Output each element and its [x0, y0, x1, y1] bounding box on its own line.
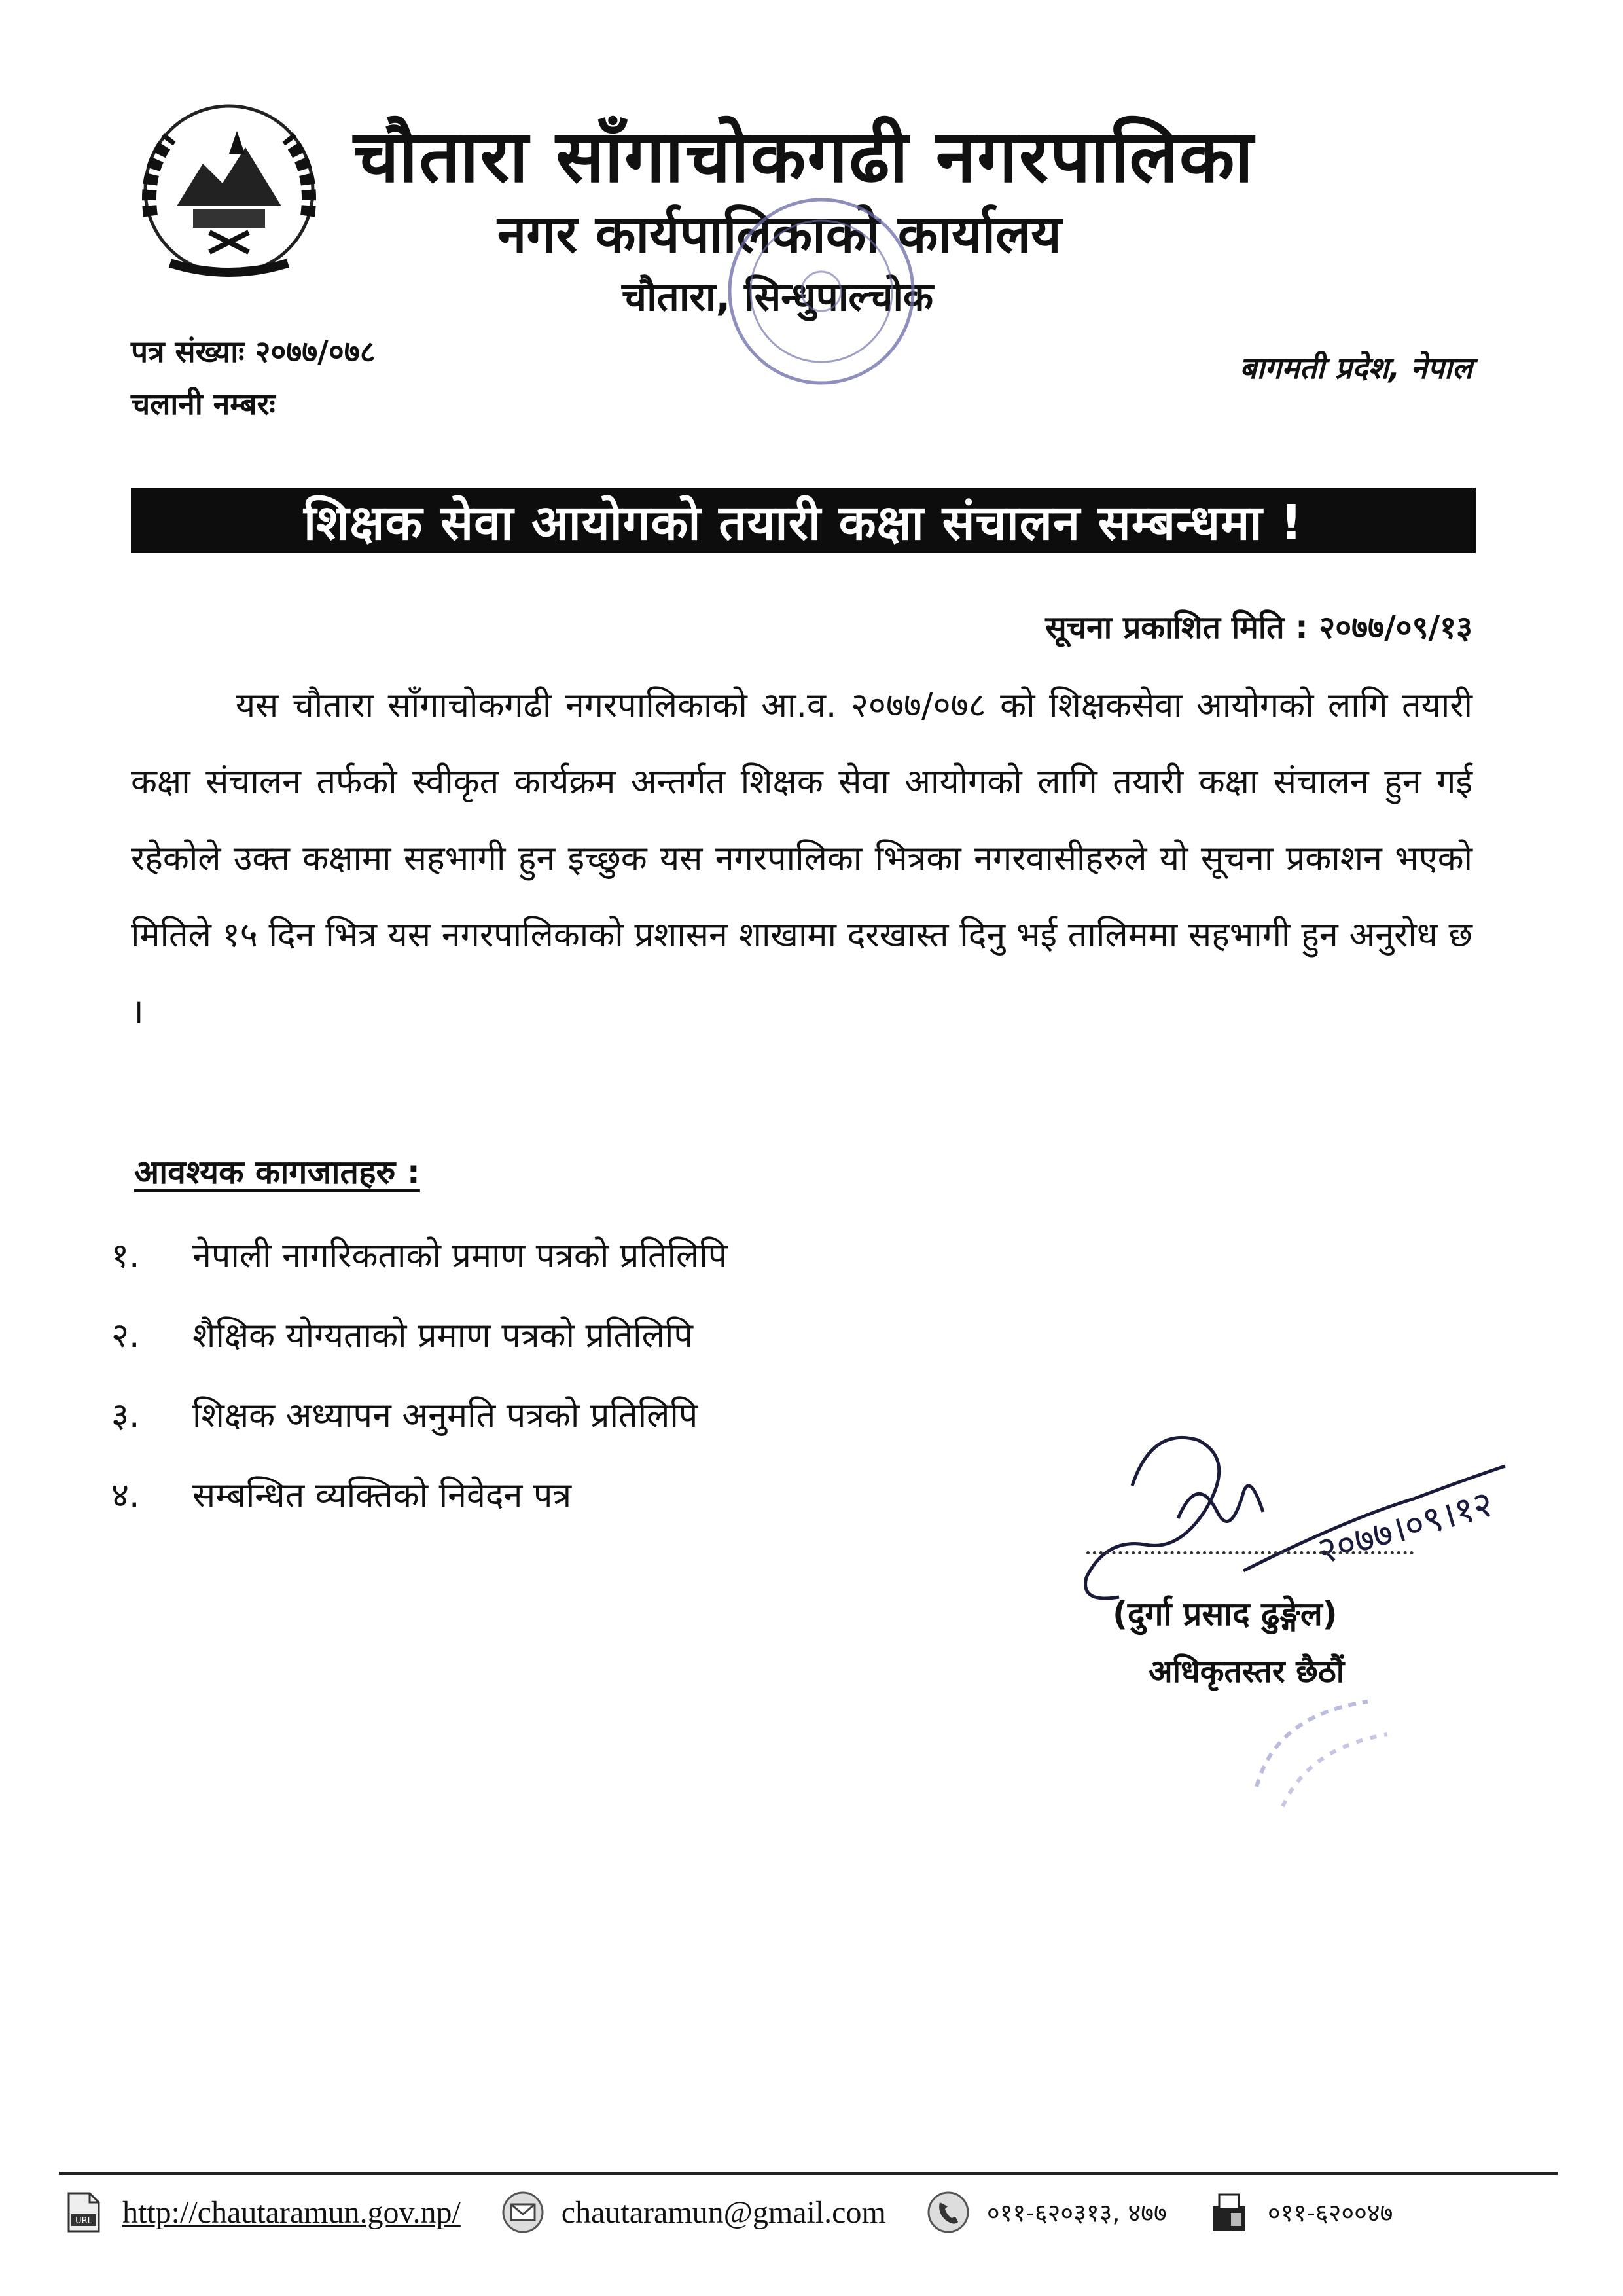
signatory-name: (दुर्गा प्रसाद ढुङ्गेल) — [1113, 1595, 1338, 1633]
nepal-emblem-icon — [131, 92, 327, 288]
list-item-number: ४. — [111, 1475, 140, 1515]
list-item — [111, 1294, 1158, 1374]
list-item-number: १. — [111, 1236, 140, 1276]
published-date: सूचना प्रकाशित मिति : २०७७/०९/१३ — [1045, 609, 1472, 646]
footer-email — [501, 2191, 886, 2234]
list-item-text: शैक्षिक योग्यताको प्रमाण पत्रको प्रतिलिपि — [192, 1316, 693, 1355]
office-location: चौतारा, सिन्धुपाल्चोक — [622, 274, 934, 320]
url-icon — [62, 2191, 105, 2234]
official-stamp — [1237, 1676, 1400, 1820]
list-item-number: २. — [111, 1316, 140, 1355]
list-item — [111, 1454, 1158, 1534]
footer-fax — [1207, 2191, 1393, 2234]
list-item — [111, 1374, 1158, 1454]
footer-phone — [927, 2191, 1167, 2234]
handwritten-date: २०७७।०९।१२ — [1312, 1482, 1498, 1573]
list-item-text: शिक्षक अध्यापन अनुमति पत्रको प्रतिलिपि — [192, 1395, 698, 1435]
letter-number: पत्र संख्याः २०७७/०७८ — [131, 334, 376, 369]
notice-subject: शिक्षक सेवा आयोगको तयारी कक्षा संचालन सम्बन्धमा ! — [303, 494, 1304, 551]
email-icon — [501, 2191, 544, 2234]
requirements-heading: आवश्यक कागजातहरु : — [134, 1153, 420, 1191]
footer-website — [62, 2191, 461, 2234]
office-name: नगर कार्यपालिकाको कार्यालय — [497, 204, 1061, 264]
office-seal-stamp — [720, 190, 923, 393]
list-item-text: सम्बन्धित व्यक्तिको निवेदन पत्र — [192, 1475, 572, 1515]
footer-divider — [59, 2172, 1558, 2175]
list-item-number: ३. — [111, 1395, 140, 1435]
list-item — [111, 1214, 1158, 1294]
dispatch-number: चलानी नम्बरः — [131, 386, 276, 422]
signature-line — [1086, 1551, 1414, 1554]
fax-icon — [1207, 2191, 1251, 2234]
fax-number: ०११-६२००४७ — [1267, 2198, 1393, 2227]
email-address[interactable]: chautaramun@gmail.com — [561, 2195, 886, 2230]
notice-subject-banner — [131, 488, 1476, 553]
requirements-list — [111, 1214, 1158, 1534]
footer — [62, 2183, 1567, 2242]
notice-body: यस चौतारा साँगाचोकगढी नगरपालिकाको आ.व. २०७७/०७८ को शिक्षकसेवा आयोगको लागि तयारी कक्षा संचालन तर्फको स्वीकृत कार्यक्रम अन्तर्गत शिक्षक सेवा आयोगको लागि तयारी कक्षा संचालन हुन गई रहेकोले उक्त कक्षामा सहभागी हुन इच्छुक यस नगरपालिका भित्रका नगरवासीहरुले यो सूचना प्रकाशन भएको मितिले १५ दिन भित्र यस नगरपालिकाको प्रशासन शाखामा दरखास्त दिनु भई तालिममा सहभागी हुन अनुरोध छ । — [131, 686, 1472, 1031]
list-item-text: नेपाली नागरिकताको प्रमाण पत्रको प्रतिलिपि — [192, 1236, 728, 1276]
svg-text:URL: URL — [75, 2216, 92, 2226]
municipality-name: चौतारा साँगाचोकगढी नगरपालिका — [353, 115, 1255, 198]
website-link[interactable]: http://chautaramun.gov.np/ — [122, 2195, 461, 2230]
signatory-designation: अधिकृतस्तर छैठौं — [1149, 1653, 1345, 1690]
province-name: बागमती प्रदेश, नेपाल — [1240, 350, 1472, 386]
phone-number: ०११-६२०३१३, ४७७ — [986, 2198, 1167, 2227]
phone-icon — [927, 2191, 970, 2234]
